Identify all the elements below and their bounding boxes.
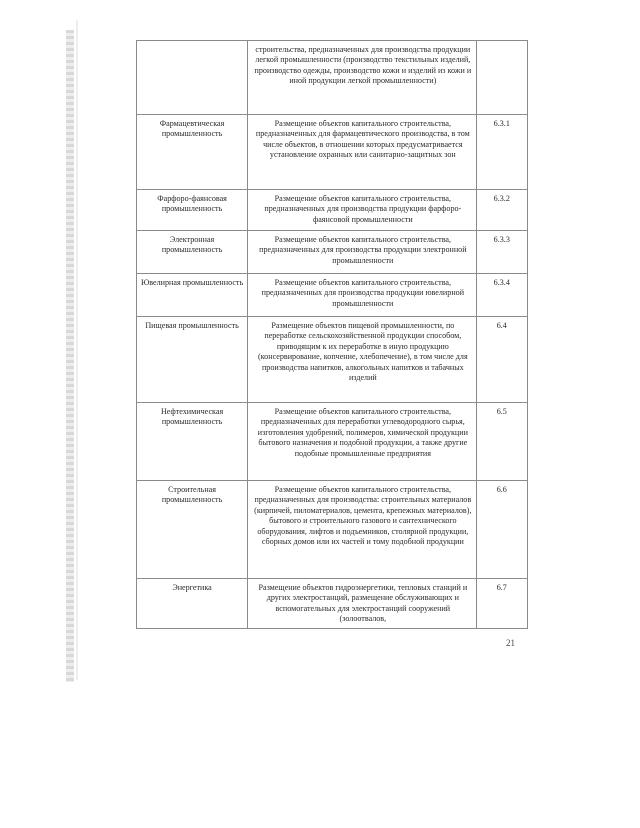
use-name: Фарфоро-фаянсовая промышленность [137, 190, 248, 231]
use-code: 6.3.3 [476, 231, 527, 274]
table-row [137, 481, 528, 579]
page-number: 21 [506, 638, 515, 648]
use-description: Размещение объектов капитального строительства, предназначенных для переработки углеводородного сырья, изготовления удобрений, полимеров, химической продукции бытового назначения и подобной продукции, а также другие подобные промышленные предприятия [248, 403, 476, 481]
table-row [137, 231, 528, 274]
use-description: Размещение объектов капитального строительства, предназначенных для производства продукции электронной промышленности [248, 231, 476, 274]
table-row [137, 274, 528, 317]
use-code: 6.3.2 [476, 190, 527, 231]
scan-binding-shadow [76, 20, 78, 680]
use-name: Электронная промышленность [137, 231, 248, 274]
use-name: Энергетика [137, 579, 248, 629]
use-code: 6.7 [476, 579, 527, 629]
table-row [137, 579, 528, 629]
use-code: 6.3.4 [476, 274, 527, 317]
use-code: 6.5 [476, 403, 527, 481]
use-code: 6.3.1 [476, 115, 527, 190]
use-description: Размещение объектов капитального строительства, предназначенных для фармацевтического производства, в том числе объектов, в отношении которых предусматривается установление охранных или санитарно-защитных зон [248, 115, 476, 190]
use-code: 6.6 [476, 481, 527, 579]
use-description: Размещение объектов пищевой промышленности, по переработке сельскохозяйственной продукции способом, приводящим к их переработке в иную продукцию (консервирование, копчение, хлебопечение), в том числе для производства напитков, алкогольных напитков и табачных изделий [248, 317, 476, 403]
use-code [476, 41, 527, 115]
table-row [137, 317, 528, 403]
use-description: Размещение объектов капитального строительства, предназначенных для производства: строительных материалов (кирпичей, пиломатериалов, цемента, крепежных материалов), бытового и строительного газового и сантехнического оборудования, лифтов и подъемников, столярной продукции, сборных домов или их частей и тому подобной продукции [248, 481, 476, 579]
use-name: Строительная промышленность [137, 481, 248, 579]
use-name: Нефтехимическая промышленность [137, 403, 248, 481]
use-code: 6.4 [476, 317, 527, 403]
table-row [137, 41, 528, 115]
use-description: Размещение объектов капитального строительства, предназначенных для производства продукции фарфоро-фаянсовой промышленности [248, 190, 476, 231]
use-description: Размещение объектов капитального строительства, предназначенных для производства продукции ювелирной промышленности [248, 274, 476, 317]
scan-binding-edge [66, 30, 74, 682]
use-name: Фармацевтическая промышленность [137, 115, 248, 190]
use-description: Размещение объектов гидроэнергетики, тепловых станций и других электростанций, размещение обслуживающих и вспомогательных для электростанций сооружений (золоотвалов, [248, 579, 476, 629]
use-name: Ювелирная промышленность [137, 274, 248, 317]
land-use-table [136, 40, 528, 629]
use-name [137, 41, 248, 115]
use-description: строительства, предназначенных для производства продукции легкой промышленности (производство текстильных изделий, производство одежды, производство кожи и изделий из кожи и иной продукции легкой промышленности) [248, 41, 476, 115]
use-name: Пищевая промышленность [137, 317, 248, 403]
table-row [137, 190, 528, 231]
table-row [137, 115, 528, 190]
table-row [137, 403, 528, 481]
